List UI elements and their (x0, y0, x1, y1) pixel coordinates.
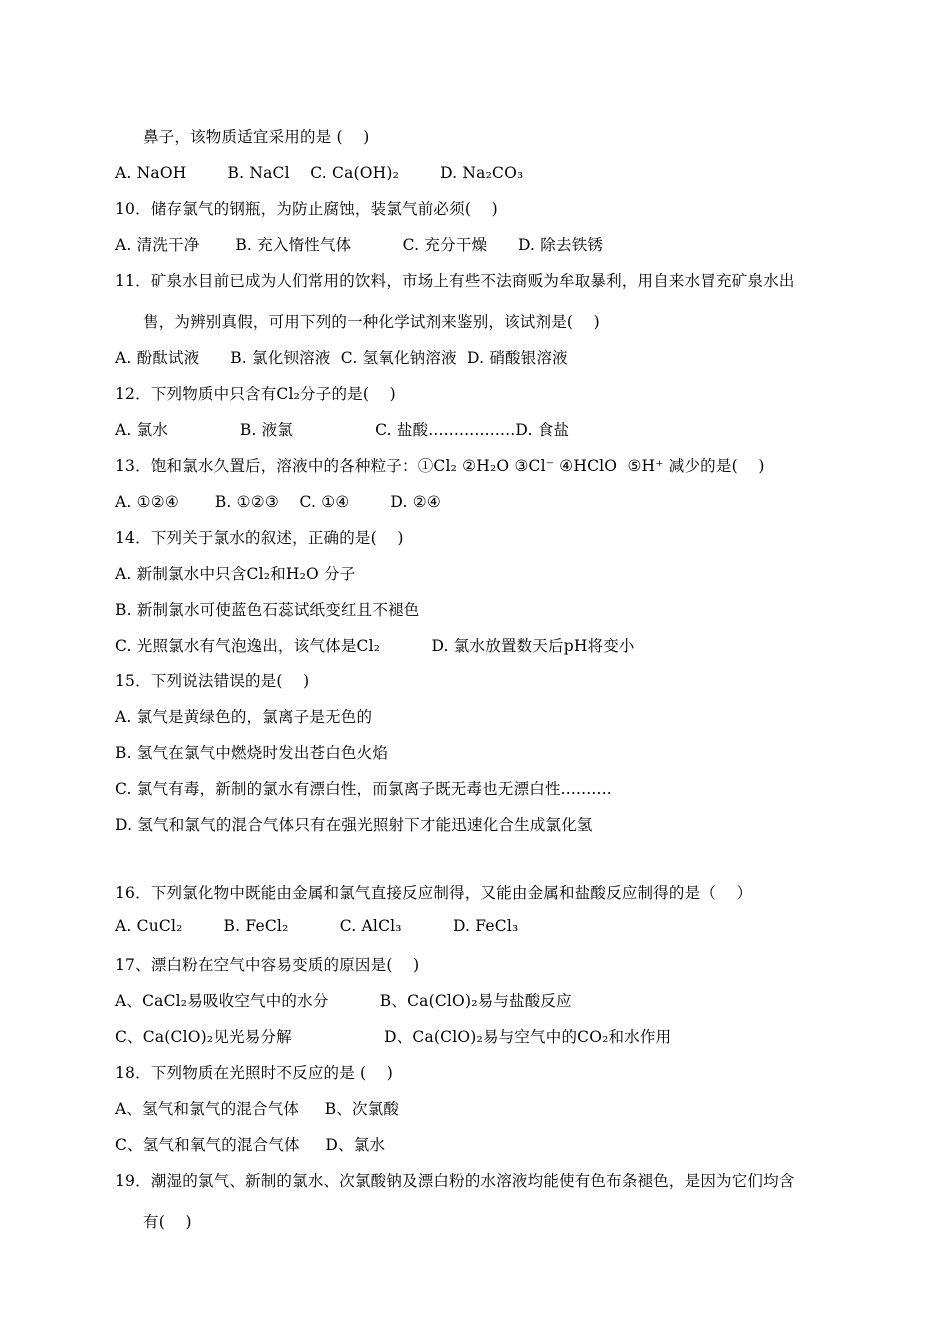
question-10-options: A. 清洗干净 B. 充入惰性气体 C. 充分干燥 D. 除去铁锈 (115, 236, 604, 254)
question-13-options: A. ①②④ B. ①②③ C. ①④ D. ②④ (115, 493, 441, 511)
question-14-stem: 14．下列关于氯水的叙述，正确的是( ) (115, 529, 404, 547)
question-19-stem-continuation: 有( ) (143, 1213, 192, 1231)
question-11-stem-continuation: 售，为辨别真假，可用下列的一种化学试剂来鉴别，该试剂是( ) (143, 313, 600, 331)
question-10-stem: 10．储存氯气的钢瓶，为防止腐蚀，装氯气前必须( ) (115, 200, 498, 218)
question-18-options-ab: A、氢气和氯气的混合气体 B、次氯酸 (115, 1100, 400, 1118)
question-18-options-cd: C、氢气和氧气的混合气体 D、氯水 (115, 1136, 386, 1154)
question-14-options-cd: C. 光照氯水有气泡逸出，该气体是Cl₂ D. 氯水放置数天后pH将变小 (115, 637, 635, 655)
question-16-stem: 16．下列氯化物中既能由金属和氯气直接反应制得，又能由金属和盐酸反应制得的是（ ） (115, 884, 753, 902)
question-9-options: A. NaOH B. NaCl C. Ca(OH)₂ D. Na₂CO₃ (115, 164, 524, 182)
question-17-stem: 17、漂白粉在空气中容易变质的原因是( ) (115, 956, 420, 974)
question-13-stem: 13．饱和氯水久置后，溶液中的各种粒子：①Cl₂ ②H₂O ③Cl⁻ ④HClO ⑤H⁺ 减少的是( ) (115, 457, 765, 475)
question-19-stem: 19．潮湿的氯气、新制的氯水、次氯酸钠及漂白粉的水溶液均能使有色布条褪色，是因为它们均含 (115, 1172, 795, 1190)
question-15-option-a: A. 氯气是黄绿色的，氯离子是无色的 (115, 708, 373, 726)
question-15-option-b: B. 氢气在氯气中燃烧时发出苍白色火焰 (115, 744, 389, 762)
question-11-options: A. 酚酞试液 B. 氯化钡溶液 C. 氢氧化钠溶液 D. 硝酸银溶液 (115, 349, 568, 367)
question-17-options-cd: C、Ca(ClO)₂见光易分解 D、Ca(ClO)₂易与空气中的CO₂和水作用 (115, 1028, 672, 1046)
question-15-stem: 15．下列说法错误的是( ) (115, 672, 310, 690)
question-12-stem: 12．下列物质中只含有Cl₂分子的是( ) (115, 385, 396, 403)
question-9-continuation: 鼻子，该物质适宜采用的是 ( ) (143, 128, 370, 146)
question-16-options: A. CuCl₂ B. FeCl₂ C. AlCl₃ D. FeCl₃ (115, 917, 519, 935)
question-17-options-ab: A、CaCl₂易吸收空气中的水分 B、Ca(ClO)₂易与盐酸反应 (115, 992, 572, 1010)
question-15-option-d: D. 氢气和氯气的混合气体只有在强光照射下才能迅速化合生成氯化氢 (115, 816, 593, 834)
question-18-stem: 18．下列物质在光照时不反应的是 ( ) (115, 1064, 394, 1082)
question-11-stem: 11．矿泉水目前已成为人们常用的饮料，市场上有些不法商贩为牟取暴利，用自来水冒充矿泉水出 (115, 272, 795, 290)
question-14-option-a: A. 新制氯水中只含Cl₂和H₂O 分子 (115, 565, 356, 583)
question-14-option-b: B. 新制氯水可使蓝色石蕊试纸变红且不褪色 (115, 601, 420, 619)
question-15-option-c: C. 氯气有毒，新制的氯水有漂白性，而氯离子既无毒也无漂白性.......... (115, 780, 612, 798)
question-12-options: A. 氯水 B. 液氯 C. 盐酸.................D. 食盐 (115, 421, 570, 439)
